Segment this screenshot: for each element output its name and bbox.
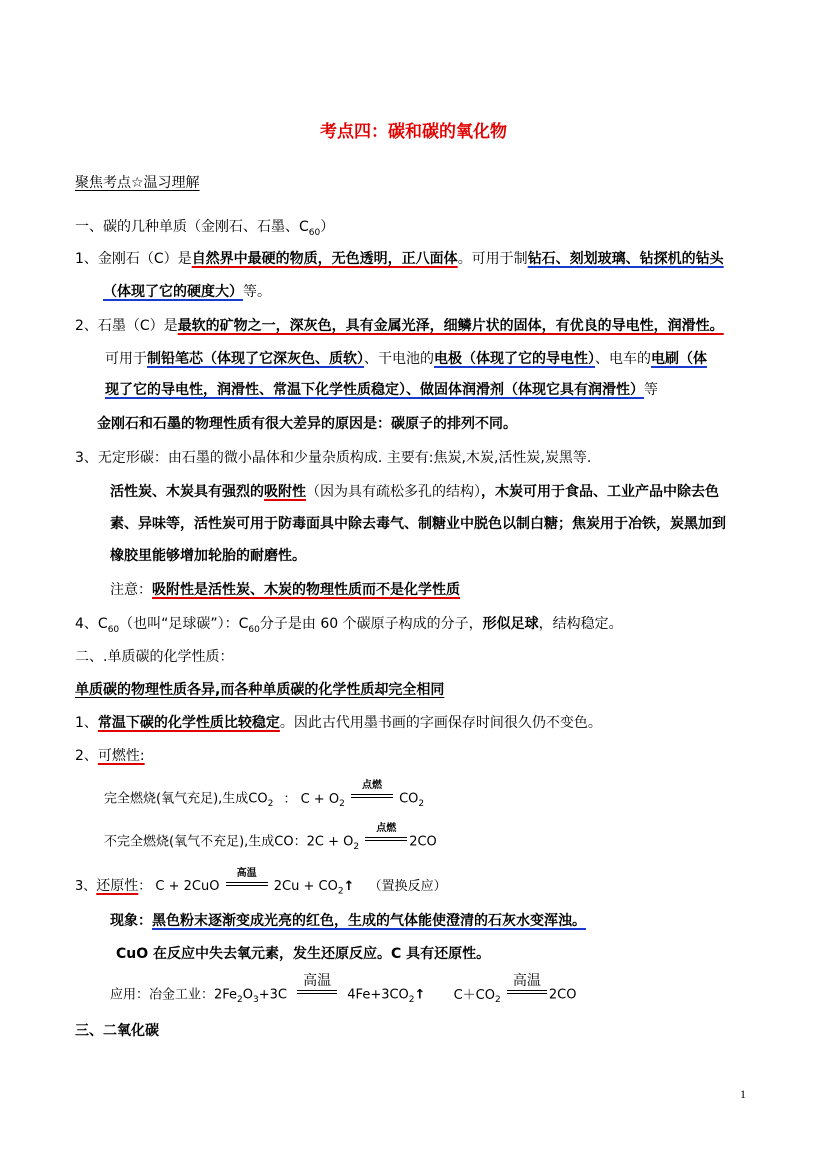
complete-combustion-equation — [104, 780, 425, 814]
incomplete-combustion-label: 不完全燃烧(氧气不充足),生成CO：2C + O — [104, 834, 354, 850]
co2-reactants: C＋CO — [453, 987, 495, 1003]
stability-paragraph — [75, 713, 602, 733]
gas-arrow: ↑ — [414, 987, 426, 1003]
observation-line — [110, 911, 586, 931]
section-1-end: ） — [320, 219, 335, 235]
section-1-heading — [75, 217, 334, 243]
reaction-type: （置换反应） — [368, 879, 447, 894]
equals-line — [351, 794, 393, 795]
heat-condition: 高温 — [303, 973, 332, 989]
section-3-heading: 三、二氧化碳 — [75, 1023, 159, 1039]
observation-text: 黑色粉末逐渐变成光亮的红色，生成的气体能使澄清的石灰水变浑浊。 — [152, 913, 586, 929]
heat-condition: 高温 — [236, 867, 257, 879]
incomplete-combustion-equation — [104, 823, 437, 857]
c60-structure: 分子是由 60 个碳原子构成的分子， — [259, 616, 483, 632]
page-title: 考点四：碳和碳的氧化物 — [320, 122, 507, 142]
c60-subscript: 60 — [107, 624, 120, 635]
carbon-reactant: +3C — [258, 987, 287, 1003]
reaction-condition — [349, 780, 395, 809]
equals-line — [351, 797, 393, 798]
diamond-paragraph-cont — [103, 282, 271, 302]
observation-label: 现象： — [110, 913, 152, 929]
graphite-brush-use: 电刷（体 — [651, 351, 707, 367]
c60-subscript: 60 — [308, 227, 321, 238]
reaction-condition — [224, 867, 270, 897]
graphite-intro: 2、石墨（C）是 — [75, 318, 178, 334]
graphite-uses-line1 — [105, 349, 707, 369]
charcoal-use: ，木炭可用于食品、工业产品中除去色 — [481, 484, 719, 500]
combustibility-label: 可燃性: — [97, 748, 145, 764]
ignite-condition: 点燃 — [361, 780, 382, 791]
diamond-use-intro: 。可用于制 — [457, 251, 528, 267]
reducibility-label: 还原性 — [96, 878, 139, 894]
iron-products: 4Fe+3CO — [347, 987, 409, 1003]
reactants: ： C + 2CuO — [138, 879, 220, 894]
subscript: 2 — [418, 799, 425, 810]
amorphous-line2: 素、异味等，活性炭可用于防毒面具中除去毒气、制糖业中脱色以制白糖；焦炭用于冶铁，炭黑加到 — [110, 516, 726, 532]
subscript: 2 — [408, 995, 415, 1006]
graphite-tram-intro: 、电车的 — [595, 351, 651, 367]
cuo-reduction-note: CuO 在反应中失去氧元素，发生还原反应。C 具有还原性。 — [116, 946, 491, 962]
subscript: 2 — [267, 799, 274, 810]
heat-condition: 高温 — [512, 973, 541, 989]
reactants: ： C + O — [283, 791, 340, 807]
equals-line — [297, 993, 337, 994]
product: 2CO — [409, 834, 437, 850]
adsorption-reason: （因为具有疏松多孔的结构） — [306, 484, 481, 500]
item-number: 2、 — [75, 748, 98, 764]
section-heading: 聚焦考点☆温习理解 — [75, 175, 200, 191]
reducibility-equation — [75, 867, 447, 902]
reaction-condition — [295, 973, 339, 1005]
equals-line — [507, 990, 547, 991]
metallurgy-application — [110, 973, 577, 1010]
item-number: 3、 — [75, 879, 97, 894]
equals-line — [297, 990, 337, 991]
subscript: 3 — [253, 995, 259, 1006]
complete-combustion-label: 完全燃烧(氧气充足),生成CO — [104, 791, 268, 807]
structure-difference-note: 金刚石和石墨的物理性质有很大差异的原因是：碳原子的排列不同。 — [97, 416, 517, 432]
item-number: 1、 — [75, 715, 98, 731]
diamond-properties: 自然界中最硬的物质，无色透明，正八面体 — [191, 251, 458, 267]
adsorption-term: 吸附性 — [264, 484, 306, 500]
adsorption-intro: 活性炭、木炭具有强烈的 — [110, 484, 264, 500]
diamond-paragraph — [75, 249, 724, 269]
ignite-condition: 点燃 — [376, 823, 397, 834]
graphite-lubricant-use: 现了它的导电性，润滑性、常温下化学性质稳定）、做固体润滑剂（体现它具有润滑性） — [105, 382, 644, 398]
c60-paragraph — [75, 614, 623, 640]
graphite-end: 等 — [644, 382, 658, 398]
amorphous-line3: 橡胶里能够增加轮胎的耐磨性。 — [110, 548, 306, 564]
gas-arrow: ↑ — [343, 879, 355, 894]
graphite-uses-line2 — [105, 380, 658, 400]
graphite-electrode-use: 电极（体现了它的导电性） — [434, 351, 595, 367]
adsorption-note — [110, 580, 460, 600]
oxygen-symbol: O — [242, 987, 254, 1003]
stability-statement: 常温下碳的化学性质比较稳定 — [97, 715, 280, 731]
equals-line — [365, 840, 407, 841]
subscript: 2 — [494, 995, 501, 1006]
section-1-text: 一、碳的几种单质（金刚石、石墨、C — [75, 219, 309, 235]
c60-alias: （也叫“足球碳”）：C — [119, 616, 249, 632]
c60-label: 4、C — [75, 616, 108, 632]
stability-example: 。因此古代用墨书画的字画保存时间很久仍不变色。 — [279, 715, 602, 731]
graphite-battery-intro: 、干电池的 — [364, 351, 434, 367]
products: 2Cu + CO — [273, 879, 338, 894]
co-product: 2CO — [548, 987, 577, 1003]
equals-line — [226, 882, 268, 883]
amorphous-carbon-intro: 3、无定形碳：由石墨的微小晶体和少量杂质构成. 主要有:焦炭,木炭,活性炭,炭黑等. — [75, 450, 592, 466]
equals-line — [226, 885, 268, 886]
subscript: 2 — [339, 799, 345, 810]
diamond-intro: 1、金刚石（C）是 — [75, 251, 192, 267]
c60-end: ，结构稳定。 — [538, 616, 623, 632]
graphite-properties: 最软的矿物之一，深灰色，具有金属光泽，细鳞片状的固体，有优良的导电性，润滑性。 — [177, 318, 724, 334]
reaction-condition — [505, 973, 549, 1005]
note-label: 注意： — [110, 582, 152, 598]
page-number: 1 — [740, 1087, 746, 1101]
graphite-paragraph — [75, 316, 724, 336]
note-text: 吸附性是活性炭、木炭的物理性质而不是化学性质 — [152, 582, 460, 598]
diamond-end: 等。 — [243, 284, 271, 300]
equals-line — [507, 993, 547, 994]
subscript: 2 — [337, 886, 344, 897]
equals-line — [365, 837, 407, 838]
c60-subscript: 60 — [248, 624, 260, 635]
subscript: 2 — [237, 995, 243, 1006]
combustibility-heading — [75, 746, 145, 766]
subscript: 2 — [353, 842, 360, 853]
amorphous-line1 — [110, 482, 719, 502]
product: CO — [399, 791, 419, 807]
application-label: 应用：冶金工业：2Fe — [110, 987, 238, 1003]
reaction-condition — [363, 823, 409, 852]
section-2-summary: 单质碳的物理性质各异,而各种单质碳的化学性质却完全相同 — [75, 682, 445, 698]
section-2-heading: 二、.单质碳的化学性质： — [75, 649, 234, 665]
diamond-hardness-note: （体现了它的硬度大） — [103, 284, 243, 300]
c60-shape: 形似足球 — [482, 616, 539, 632]
graphite-use-intro: 可用于 — [105, 351, 147, 367]
diamond-uses: 钻石、刻划玻璃、钻探机的钻头 — [527, 251, 724, 267]
graphite-pencil-use: 制铅笔芯（体现了它深灰色、质软） — [147, 351, 364, 367]
